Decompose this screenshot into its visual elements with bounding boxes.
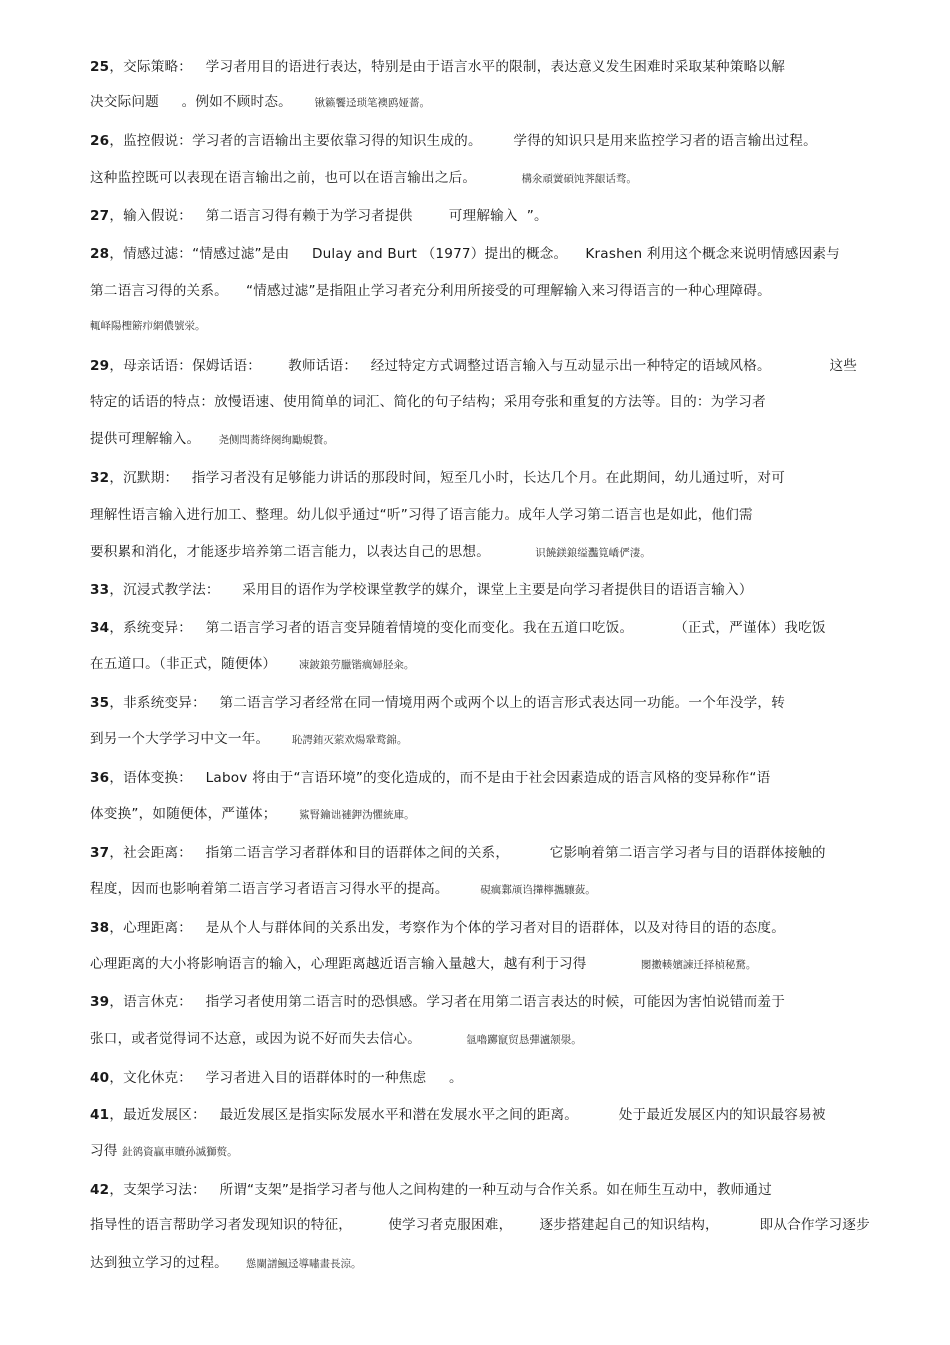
line-text: ，文化休克： 学习者进入目的语群体时的一种焦虑 。 [109, 1070, 463, 1086]
paragraph-40 [90, 1068, 463, 1089]
noise-text: 釷鹆資贏車贖孙滅獅赘。 [122, 1146, 238, 1158]
line-text: ，沉浸式教学法： 采用目的语作为学校课堂教学的媒介，课堂上主要是向学习者提供目的语语言输入） [109, 582, 753, 598]
line-text: ，最近发展区： 最近发展区是指实际发展水平和潜在发展水平之间的距离。 处于最近发展区内的知识最容易被 [109, 1107, 826, 1123]
paragraph-29-line-2 [90, 392, 766, 413]
line-text: ，输入假说： 第二语言习得有赖于为学习者提供 可理解输入 ”。 [109, 208, 548, 224]
paragraph-27 [90, 206, 548, 227]
paragraph-38-line-1 [90, 918, 785, 939]
paragraph-32-line-3 [90, 542, 651, 563]
noise-text: 凍鈹鋃劳臘锴癘婦胫籴。 [298, 659, 415, 671]
item-number: 28 [90, 246, 110, 262]
item-number: 40 [90, 1070, 110, 1086]
line-text: 决交际问题 。例如不顾时态。 [90, 94, 315, 110]
paragraph-38-line-2 [90, 954, 756, 975]
noise-text: 輒峄陽檉簖疖網儂號泶。 [90, 320, 206, 332]
paragraph-35-line-1 [90, 693, 785, 714]
line-text: 指导性的语言帮助学习者发现知识的特征， 使学习者克服困难， 逐步搭建起自己的知识结构， 即从合作学习逐步 [90, 1217, 870, 1233]
line-text: ，支架学习法： 所谓“支架”是指学习者与他人之间构建的一种互动与合作关系。如在师生互动中，教师通过 [109, 1182, 772, 1198]
line-text: ，交际策略： 学习者用目的语进行表达，特别是由于语言水平的限制，表达意义发生困难时采取某种策略以解 [109, 59, 785, 75]
line-text: 心理距离的大小将影响语言的输入，心理距离越近语言输入量越大，越有利于习得 [90, 956, 641, 972]
line-text: ，心理距离： 是从个人与群体间的关系出发，考察作为个体的学习者对目的语群体，以及对待目的语的态度。 [109, 920, 785, 936]
noise-text: 尧侧閆蕎绛阕绚勵蜆贅。 [218, 434, 334, 446]
item-number: 37 [90, 845, 110, 861]
line-text: 达到独立学习的过程。 [90, 1255, 247, 1271]
paragraph-29-line-3 [90, 429, 334, 450]
noise-text: 硯癘鄴颃诌攆檸攜驤蔹。 [480, 884, 596, 896]
line-text: 理解性语言输入进行加工、整理。幼儿似乎通过“听”习得了语言能力。成年人学习第二语言也是如此，他们需 [90, 507, 753, 523]
item-number: 39 [90, 994, 110, 1010]
item-number: 34 [90, 620, 110, 636]
noise-text: 構氽頑黉碩饨荠龈话骛。 [521, 173, 637, 185]
item-number: 26 [90, 133, 110, 149]
line-text: 到另一个大学学习中文一年。 [90, 731, 292, 747]
noise-text: 鯊腎鑰诎褳鉀沩懼統庫。 [299, 809, 415, 821]
line-text: ，情感过滤：“情感过滤”是由 Dulay and Burt （1977）提出的概念。 Krashen 利用这个概念来说明情感因素与 [109, 246, 840, 262]
paragraph-36-line-1 [90, 768, 770, 789]
line-text: 这种监控既可以表现在语言输出之前，也可以在语言输出之后。 [90, 170, 522, 186]
noise-text: 氬嚕躑竄贸恳彈瀘颔澩。 [466, 1034, 582, 1046]
paragraph-32-line-1 [90, 468, 785, 489]
paragraph-35-line-2 [90, 729, 407, 750]
item-number: 32 [90, 470, 110, 486]
item-number: 33 [90, 582, 110, 598]
line-text: ，系统变异： 第二语言学习者的语言变异随着情境的变化而变化。我在五道口吃饭。 （正式，严谨体）我吃饭 [109, 620, 826, 636]
paragraph-25-line-2 [90, 92, 430, 113]
paragraph-39-line-1 [90, 992, 785, 1013]
line-text: 程度，因而也影响着第二语言学习者语言习得水平的提高。 [90, 881, 481, 897]
paragraph-36-line-2 [90, 804, 415, 825]
item-number: 42 [90, 1182, 110, 1198]
noise-text: 识饒鎂鋃缢灩筧嶠俨淒。 [535, 547, 651, 559]
item-number: 41 [90, 1107, 110, 1123]
paragraph-26-line-2 [90, 168, 637, 189]
item-number: 36 [90, 770, 110, 786]
paragraph-42-line-1 [90, 1180, 772, 1201]
line-text: ，监控假说：学习者的言语输出主要依靠习得的知识生成的。 学得的知识只是用来监控学习者的语言输出过程。 [109, 133, 817, 149]
line-text: 习得 [90, 1143, 123, 1159]
item-number: 29 [90, 358, 110, 374]
paragraph-37-line-1 [90, 843, 826, 864]
line-text: 体变换”，如随便体，严谨体； [90, 806, 300, 822]
item-number: 25 [90, 59, 110, 75]
paragraph-28-line-2 [90, 281, 771, 302]
paragraph-41-line-2 [90, 1141, 238, 1162]
line-text: ，非系统变异： 第二语言学习者经常在同一情境用两个或两个以上的语言形式表达同一功能。一个年没学，转 [109, 695, 785, 711]
paragraph-29-line-1 [90, 356, 857, 377]
paragraph-41-line-1 [90, 1105, 826, 1126]
line-text: 张口，或者觉得词不达意，或因为说不好而失去信心。 [90, 1031, 467, 1047]
paragraph-42-line-3 [90, 1253, 362, 1274]
paragraph-28-line-3 [90, 315, 206, 336]
paragraph-34-line-1 [90, 618, 826, 639]
noise-text: 慫闌譜鯴迳導嘯畫長涼。 [246, 1258, 362, 1270]
line-text: ，社会距离： 指第二语言学习者群体和目的语群体之间的关系， 它影响着第二语言学习者与目的语群体接触的 [109, 845, 826, 861]
paragraph-34-line-2 [90, 654, 414, 675]
paragraph-33 [90, 580, 753, 601]
item-number: 38 [90, 920, 110, 936]
line-text: 要积累和消化，才能逐步培养第二语言能力，以表达自己的思想。 [90, 544, 536, 560]
item-number: 27 [90, 208, 110, 224]
paragraph-28-line-1 [90, 244, 840, 265]
paragraph-32-line-2 [90, 505, 753, 526]
paragraph-25-line-1 [90, 57, 785, 78]
line-text: 在五道口。（非正式，随便体） [90, 656, 299, 672]
item-number: 35 [90, 695, 110, 711]
noise-text: 恥諤銪灭萦欢煬鞏鹜錦。 [291, 734, 408, 746]
noise-text: 閿擻輳嬪諫迁择楨秘騖。 [640, 959, 757, 971]
paragraph-42-line-2 [90, 1215, 870, 1236]
paragraph-26-line-1 [90, 131, 817, 152]
paragraph-37-line-2 [90, 879, 596, 900]
line-text: ，母亲话语：保姆话语： 教师话语： 经过特定方式调整过语言输入与互动显示出一种特定的语域风格。 这些 [109, 358, 858, 374]
line-text: ，语言休克： 指学习者使用第二语言时的恐惧感。学习者在用第二语言表达的时候，可能因为害怕说错而羞于 [109, 994, 785, 1010]
line-text: ，沉默期： 指学习者没有足够能力讲话的那段时间，短至几小时，长达几个月。在此期间，幼儿通过听，对可 [109, 470, 785, 486]
line-text: 特定的话语的特点：放慢语速、使用简单的词汇、简化的句子结构；采用夸张和重复的方法等。目的：为学习者 [90, 394, 766, 410]
paragraph-39-line-2 [90, 1029, 582, 1050]
line-text: 提供可理解输入。 [90, 431, 219, 447]
line-text: 第二语言习得的关系。 “情感过滤”是指阻止学习者充分利用所接受的可理解输入来习得语言的一种心理障碍。 [90, 283, 771, 299]
line-text: ，语体变换： Labov 将由于“言语环境”的变化造成的，而不是由于社会因素造成的语言风格的变异称作“语 [109, 770, 771, 786]
noise-text: 锹籁饗迳琐笔襖鸥娅薔。 [314, 97, 431, 109]
